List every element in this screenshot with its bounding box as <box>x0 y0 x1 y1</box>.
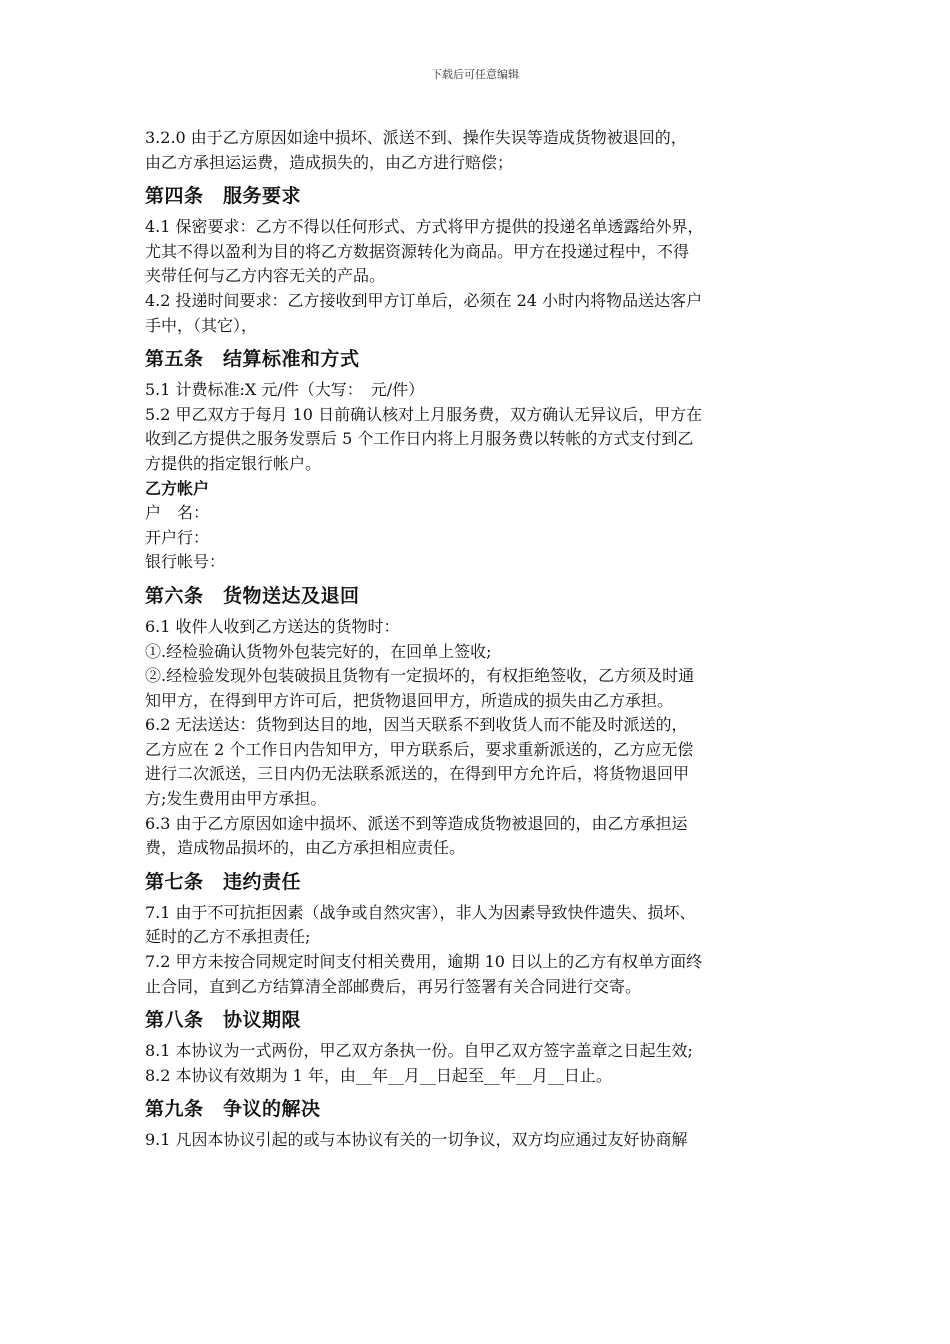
body-text-line: 夹带任何与乙方内容无关的产品。 <box>145 266 386 286</box>
body-text-line: ②.经检验发现外包装破损且货物有一定损坏的，有权拒绝签收，乙方须及时通 <box>145 666 695 686</box>
body-text-line: 进行二次派送，三日内仍无法联系派送的，在得到甲方允许后，将货物退回甲 <box>145 764 690 784</box>
account-field-label: 户 名： <box>145 503 210 523</box>
account-field-label: 银行帐号： <box>145 552 226 572</box>
body-text-line: 延时的乙方不承担责任; <box>145 927 311 947</box>
body-text-line: 手中，（其它）， <box>145 315 258 335</box>
body-text-line: 知甲方，在得到甲方许可后，把货物退回甲方，所造成的损失由乙方承担。 <box>145 690 674 710</box>
section-heading: 第九条 争议的解决 <box>145 1098 321 1121</box>
body-text-line: 8.2 本协议有效期为 1 年，由__年__月__日起至__年__月__日止。 <box>145 1065 612 1085</box>
body-text-line: 方提供的指定银行帐户。 <box>145 453 322 473</box>
body-text-line: 止合同，直到乙方结算清全部邮费后，再另行签署有关合同进行交寄。 <box>145 976 642 996</box>
body-text-line: 乙方应在 2 个工作日内告知甲方，甲方联系后，要求重新派送的，乙方应无偿 <box>145 739 694 759</box>
body-text-line: 8.1 本协议为一式两份，甲乙双方条执一份。自甲乙双方签字盖章之日起生效; <box>145 1041 693 1061</box>
body-text-line: 由乙方承担运运费，造成损失的，由乙方进行赔偿； <box>145 152 514 172</box>
body-text-line: 5.2 甲乙双方于每月 10 日前确认核对上月服务费，双方确认无异议后，甲方在 <box>145 404 703 424</box>
body-text-line: 费，造成物品损坏的，由乙方承担相应责任。 <box>145 838 466 858</box>
section-heading: 第七条 违约责任 <box>145 870 302 893</box>
section-heading: 第八条 协议期限 <box>145 1009 302 1032</box>
body-text-line: 收到乙方提供之服务发票后 5 个工作日内将上月服务费以转帐的方式支付到乙 <box>145 429 694 449</box>
body-text-line: 6.2 无法送达：货物到达目的地，因当天联系不到收货人而不能及时派送的， <box>145 715 688 735</box>
body-text-line: 9.1 凡因本协议引起的或与本协议有关的一切争议，双方均应通过友好协商解 <box>145 1130 688 1150</box>
section-heading: 第四条 服务要求 <box>145 185 302 208</box>
body-text-line: 4.2 投递时间要求：乙方接收到甲方订单后，必须在 24 小时内将物品送达客户 <box>145 290 703 310</box>
account-heading: 乙方帐户 <box>145 478 210 498</box>
account-field-label: 开户行： <box>145 527 210 547</box>
body-text-line: 6.1 收件人收到乙方送达的货物时： <box>145 616 400 636</box>
body-text-line: 7.2 甲方未按合同规定时间支付相关费用，逾期 10 日以上的乙方有权单方面终 <box>145 952 703 972</box>
body-text-line: ①.经检验确认货物外包装完好的，在回单上签收; <box>145 641 492 661</box>
body-text-line: 7.1 由于不可抗拒因素（战争或自然灾害），非人为因素导致快件遗失、损坏、 <box>145 902 696 922</box>
header-note: 下载后可任意编辑 <box>431 68 519 81</box>
document-body <box>145 126 821 1153</box>
body-text-line: 尤其不得以盈利为目的将乙方数据资源转化为商品。甲方在投递过程中，不得 <box>145 241 690 261</box>
body-text-line: 3.2.0 由于乙方原因如途中损坏、派送不到、操作失误等造成货物被退回的， <box>145 128 687 147</box>
body-text-line: 4.1 保密要求：乙方不得以任何形式、方式将甲方提供的投递名单透露给外界， <box>145 217 704 237</box>
section-heading: 第六条 货物送达及退回 <box>145 584 360 607</box>
body-text-line: 方;发生费用由甲方承担。 <box>145 789 327 809</box>
body-text-line: 6.3 由于乙方原因如途中损坏、派送不到等造成货物被退回的，由乙方承担运 <box>145 813 688 833</box>
section-heading: 第五条 结算标准和方式 <box>145 348 360 371</box>
body-text-line: 5.1 计费标准:X 元/件（大写： 元/件） <box>145 380 425 400</box>
